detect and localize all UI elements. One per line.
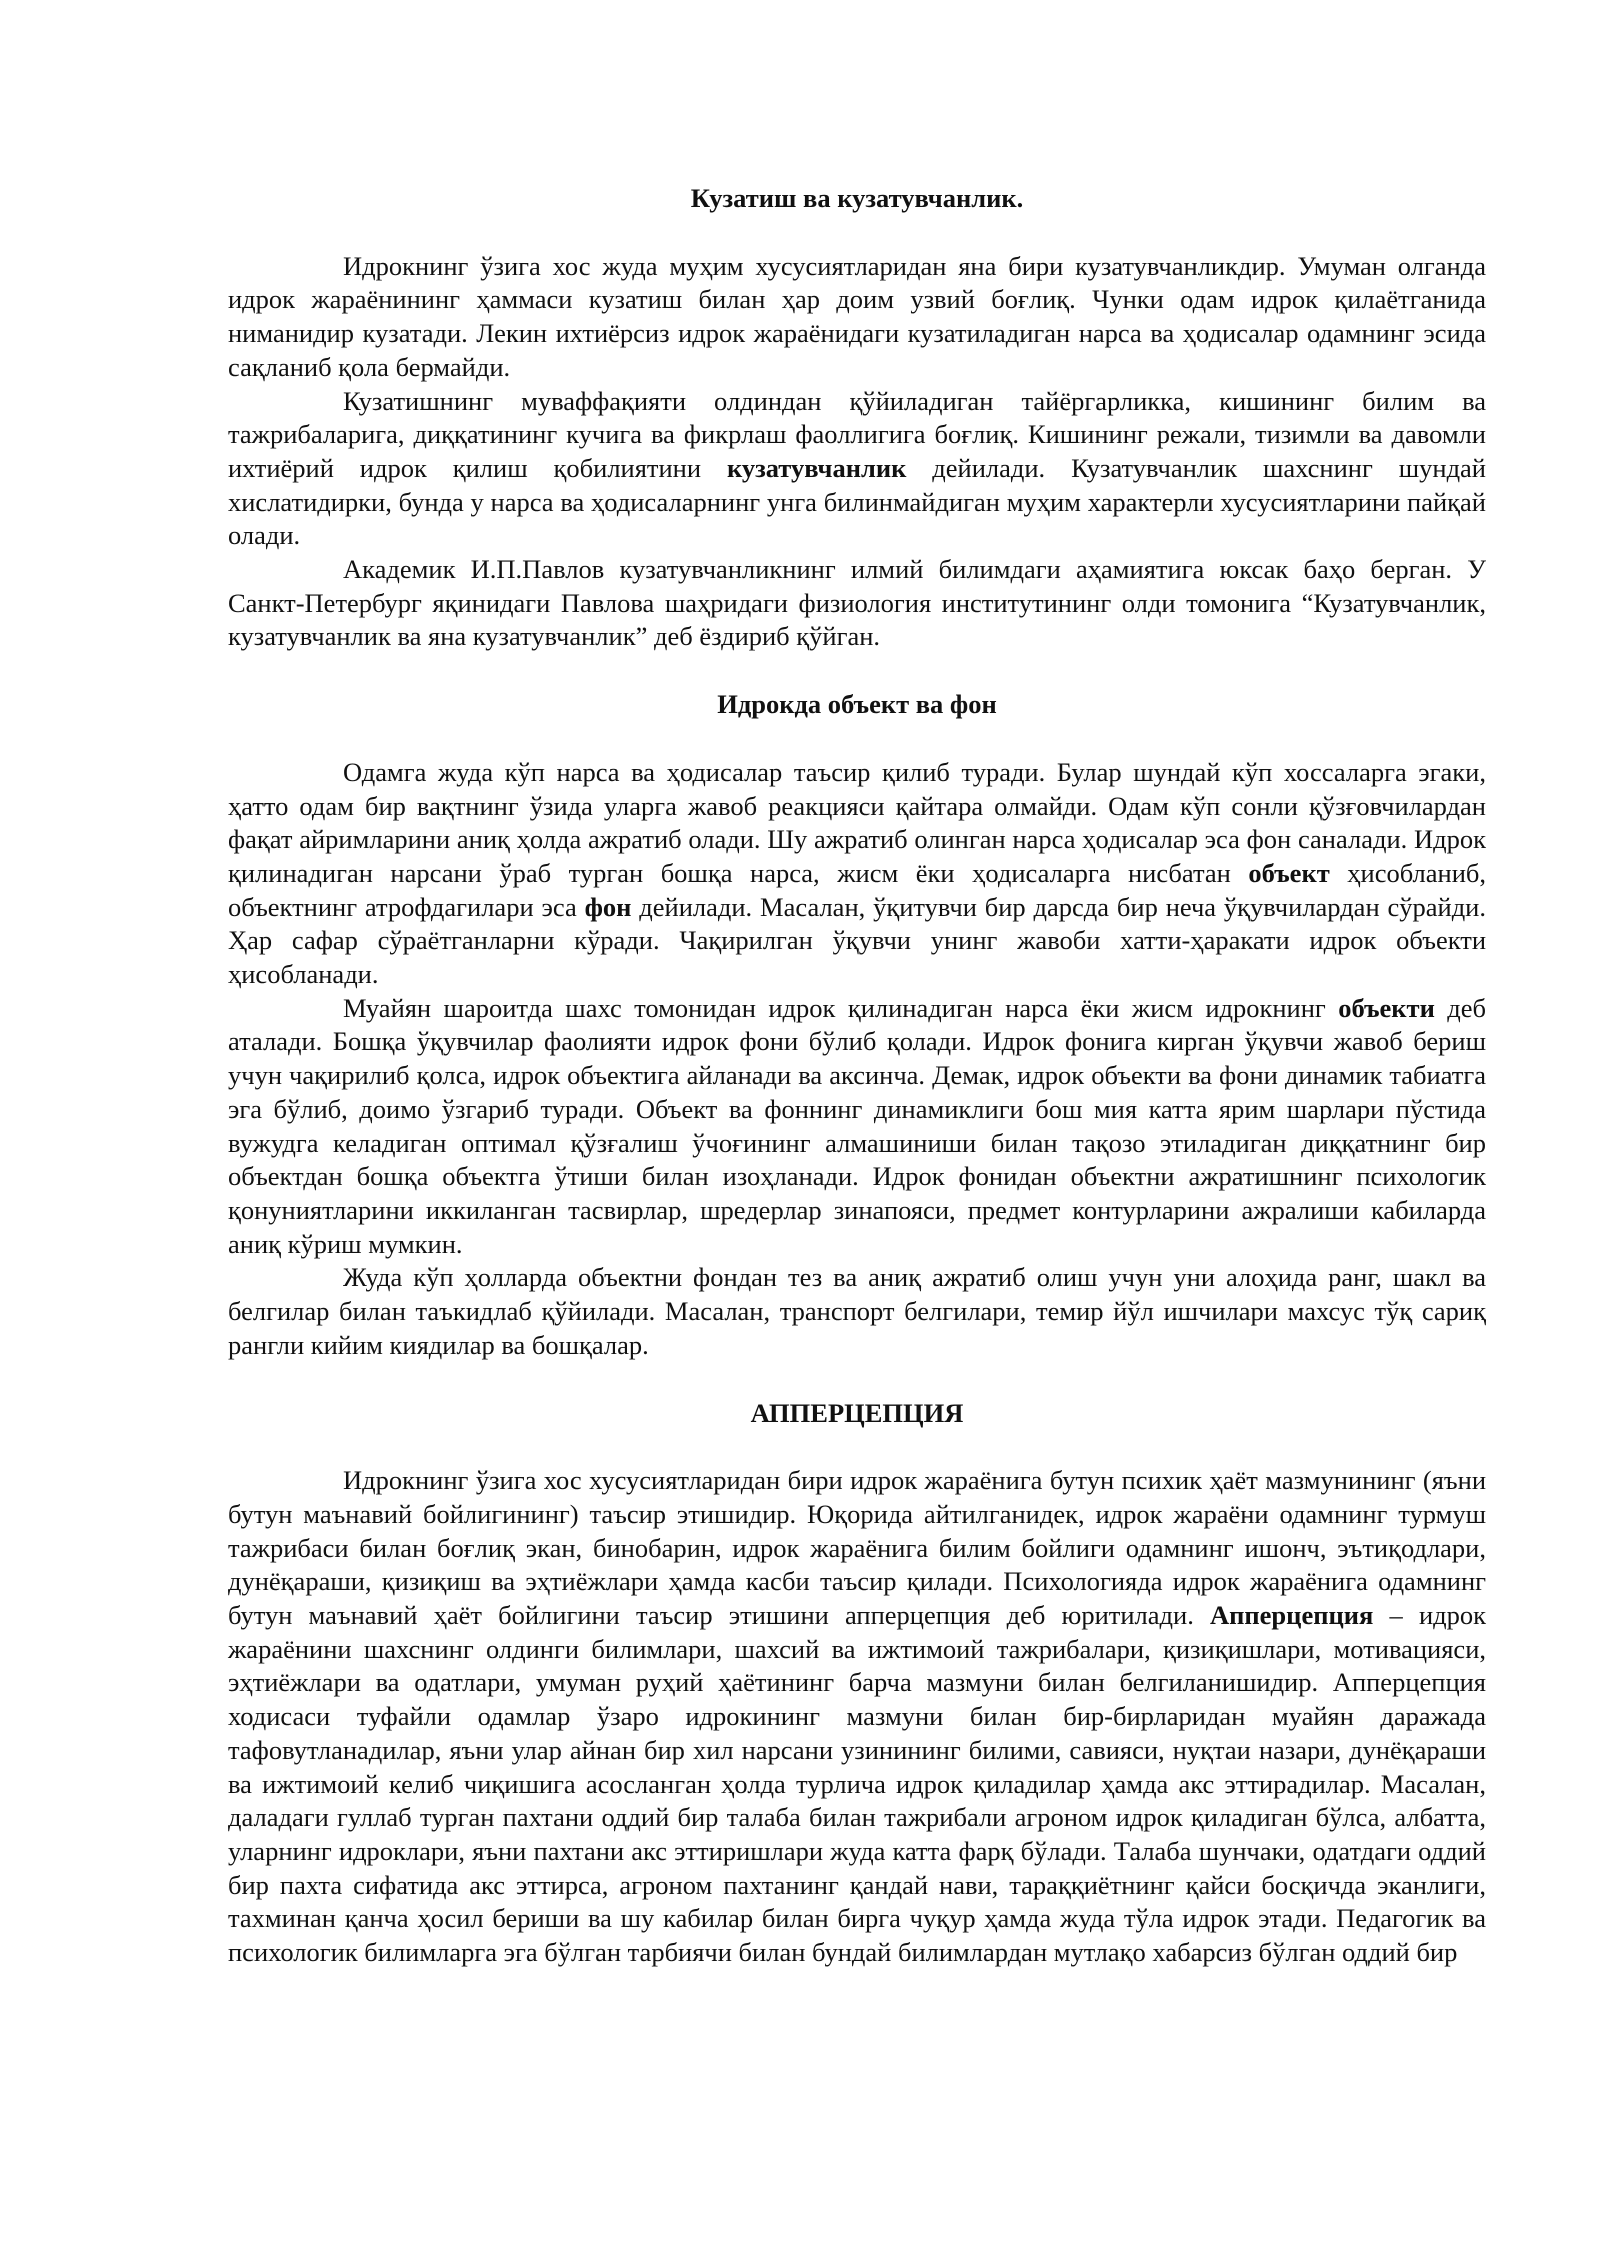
document-page — [228, 182, 1486, 1970]
bold-term: Апперцепция — [1210, 1600, 1374, 1631]
section-title-apperception: АППЕРЦЕПЦИЯ — [750, 1397, 964, 1428]
bold-term: кузатувчанлик — [726, 452, 907, 483]
paragraph: Академик И.П.Павлов кузатувчанликнинг илмий билимдаги аҳамиятига юксак баҳо берган. У Санкт-Петербург яқинидаги Павлова шаҳридаги физиология институтининг олди томонига “Кузатувчанлик, кузатувчанлик ва яна кузатувчанлик” деб ёздириб қўйган. — [228, 554, 1486, 652]
bold-term: фон — [584, 891, 632, 922]
bold-term: объект — [1248, 857, 1330, 888]
paragraph: Жуда кўп ҳолларда объектни фондан тез ва аниқ ажратиб олиш учун уни алоҳида ранг, шакл ва белгилар билан таъкидлаб қўйилади. Масалан, транспорт белгилари, темир йўл ишчилари махсус тўқ сариқ рангли кийим киядилар ва бошқалар. — [228, 1262, 1486, 1360]
paragraph: Одамга жуда кўп нарса ва ҳодисалар таъсир қилиб туради. Булар шундай кўп хоссаларга эгаки, ҳатто одам бир вақтнинг ўзида уларга жавоб реакцияси қайтара олмайди. Одам кўп сонли қўзғовчилардан фақат айримларини аниқ ҳолда ажратиб олади. Шу ажратиб олинган нарса ҳодисалар эса фон саналади. Идрок қилинадиган нарсани ўраб турган бошқа нарса, жисм ёки ҳодисаларга нисбатан объект ҳисобланиб, объектнинг атрофдагилари эса фон дейилади. Масалан, ўқитувчи бир дарсда бир неча ўқувчилардан сўрайди. Ҳар сафар сўраётганларни кўради. Чақирилган ўқувчи унинг жавоби хатти-ҳаракати идрок объекти ҳисобланади. — [228, 756, 1486, 990]
bold-term: объекти — [1338, 992, 1435, 1023]
section-title-object-background: Идрокда объект ва фон — [717, 689, 997, 720]
paragraph: Кузатишнинг муваффақияти олдиндан қўйиладиган тайёргарликка, кишининг билим ва тажрибаларига, диққатининг кучига ва фикрлаш фаоллигига боғлиқ. Кишининг режали, тизимли ва давомли ихтиёрий идрок қилиш қобилиятини кузатувчанлик дейилади. Кузатувчанлик шахснинг шундай хислатидирки, бунда у нарса ва ҳодисаларнинг унга билинмайдиган муҳим характерли хусусиятларини пайқай олади. — [228, 385, 1486, 551]
paragraph: Идрокнинг ўзига хос жуда муҳим хусусиятларидан яна бири кузатувчанликдир. Умуман олганда идрок жараёнининг ҳаммаси кузатиш билан ҳар доим узвий боғлиқ. Чунки одам идрок қилаётганида ниманидир кузатади. Лекин ихтиёрсиз идрок жараёнидаги кузатиладиган нарса ва ҳодисалар одамнинг эсида сақланиб қола бермайди. — [228, 250, 1486, 382]
paragraph: Идрокнинг ўзига хос хусусиятларидан бири идрок жараёнига бутун психик ҳаёт мазмунининг (яъни бутун маънавий бойлигининг) таъсир этишидир. Юқорида айтилганидек, идрок жараёни одамнинг турмуш тажрибаси билан боғлиқ экан, бинобарин, идрок жараёнига билим бойлиги одамнинг ишонч, эътиқодлари, дунёқараши, қизиқиш ва эҳтиёжлари ҳамда касби таъсир қилади. Психологияда идрок жараёнига одамнинг бутун маънавий ҳаёт бойлигини таъсир этишини апперцепция деб юритилади. Апперцепция – идрок жараёнини шахснинг олдинги билимлари, шахсий ва ижтимоий тажрибалари, қизиқишлари, мотивацияси, эҳтиёжлари ва одатлари, умуман руҳий ҳаётининг барча мазмуни билан белгиланишидир. Апперцепция ходисаси туфайли одамлар ўзаро идрокининг мазмуни билан бир-бирларидан муайян даражада тафовутланадилар, яъни улар айнан бир хил нарсани узинининг билими, савияси, нуқтаи назари, дунёқараши ва ижтимоий келиб чиқишига асосланган ҳолда турлича идрок қиладилар ҳамда акс эттирадилар. Масалан, даладаги гуллаб турган пахтани оддий бир талаба билан тажрибали агроном идрок қиладиган бўлса, албатта, уларнинг идроклари, яъни пахтани акс эттиришлари жуда катта фарқ бўлади. Талаба шунчаки, одатдаги оддий бир пахта сифатида акс эттирса, агроном пахтанинг қандай нави, тараққиётнинг қайси босқичда эканлиги, тахминан қанча ҳосил бериши ва шу кабилар билан бирга чуқур ҳамда жуда тўла идрок этади. Педагогик ва психологик билимларга эга бўлган тарбиячи билан бундай билимлардан мутлақо хабарсиз бўлган оддий бир — [228, 1465, 1486, 1968]
paragraph: Муайян шароитда шахс томонидан идрок қилинадиган нарса ёки жисм идрокнинг объекти деб аталади. Бошқа ўқувчилар фаолияти идрок фони бўлиб қолади. Идрок фонига кирган ўқувчи жавоб бериш учун чақирилиб қолса, идрок объектига айланади ва аксинча. Демак, идрок объекти ва фони динамик табиатга эга бўлиб, доимо ўзгариб туради. Объект ва фоннинг динамиклиги бош мия катта ярим шарлари пўстида вужудга келадиган оптимал қўзғалиш ўчоғининг алмашиниши билан тақозо этиладиган диққатнинг бир объектдан бошқа объектга ўтиши билан изоҳланади. Идрок фонидан объектни ажратишнинг психологик қонуниятларини иккиланган тасвирлар, шредерлар зинапояси, предмет контурларини ажралиши кабиларда аниқ кўриш мумкин. — [228, 992, 1487, 1259]
section-title-observation: Кузатиш ва кузатувчанлик. — [690, 183, 1024, 213]
